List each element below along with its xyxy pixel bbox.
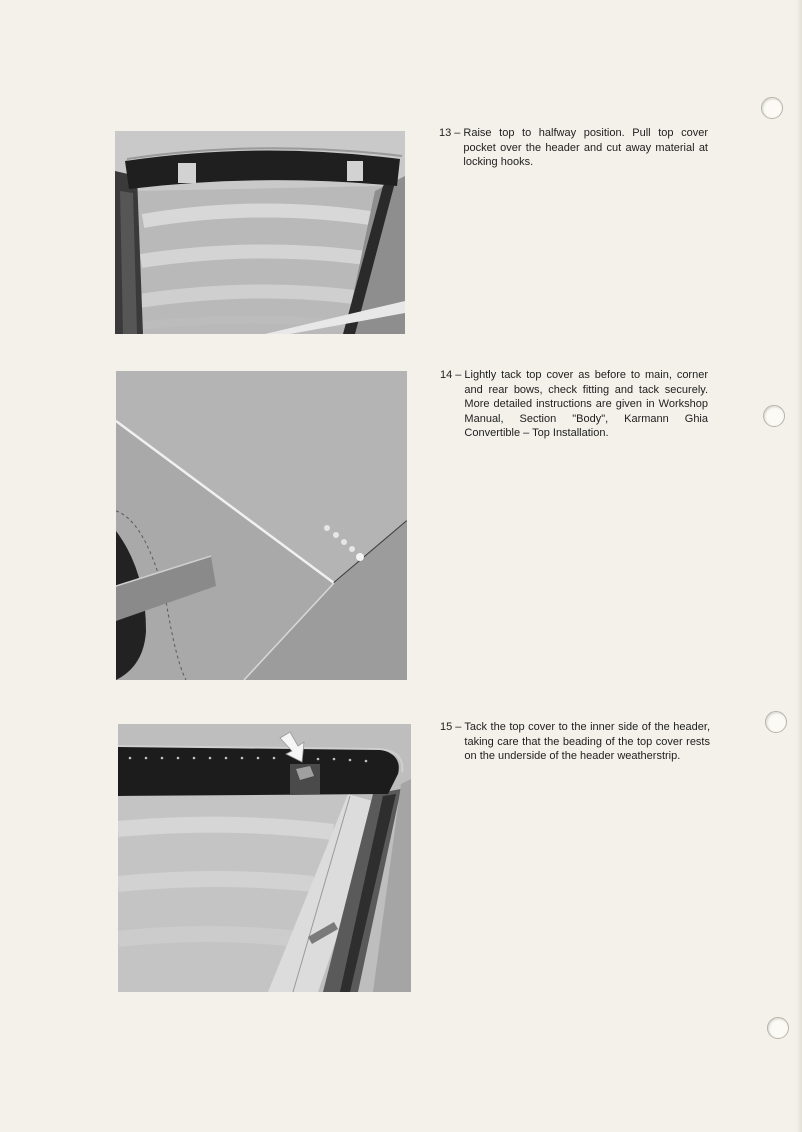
- step-number: 15 –: [440, 721, 462, 733]
- step-text: Raise top to halfway position. Pull top cover pocket over the header and cut away material at locking hooks.: [463, 127, 708, 168]
- step-15: [440, 720, 710, 764]
- step-14: [440, 368, 708, 441]
- top-cover-corner-photo: [116, 371, 407, 680]
- header-weatherstrip-photo: [118, 724, 411, 992]
- step-number: 14 –: [440, 369, 462, 381]
- step-text: Lightly tack top cover as before to main, corner and rear bows, check fitting and tack securely. More detailed instructions are given in Workshop Manual, Section "Body", Karmann Ghia Convertible – Top Installation.: [464, 369, 708, 439]
- binder-hole-icon: [767, 1017, 789, 1039]
- binder-hole-icon: [763, 405, 785, 427]
- step-13: [439, 126, 708, 170]
- binder-hole-icon: [761, 97, 783, 119]
- step-number: 13 –: [439, 127, 461, 139]
- step-text: Tack the top cover to the inner side of the header, taking care that the beading of the top cover rests on the underside of the header weatherstrip.: [464, 721, 710, 762]
- binder-hole-icon: [765, 711, 787, 733]
- convertible-top-header-photo: [115, 131, 405, 334]
- page-edge: [796, 0, 802, 1132]
